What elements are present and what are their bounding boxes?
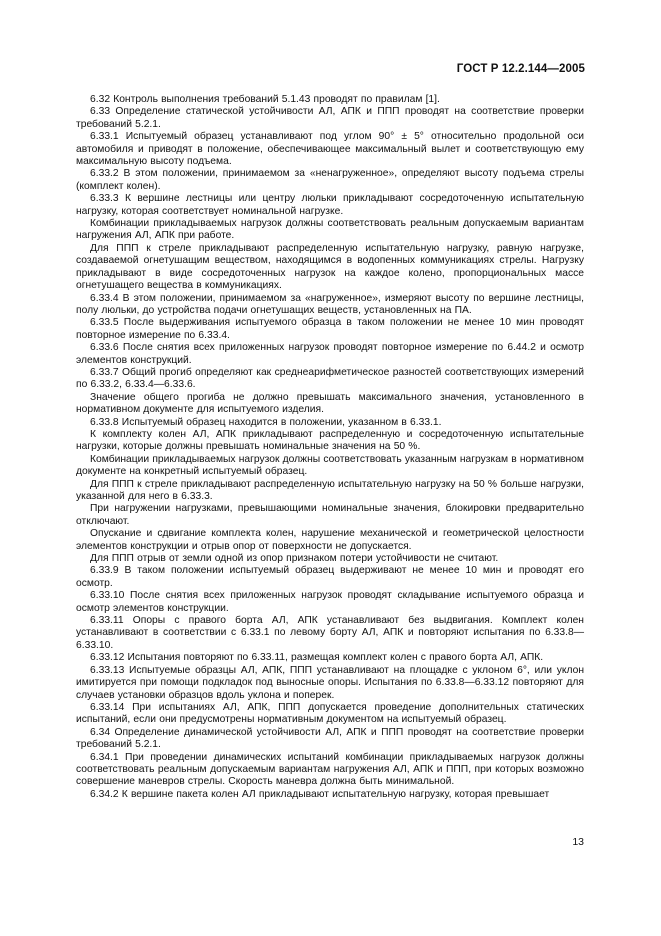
paragraph: Опускание и сдвигание комплекта колен, нарушение механической и геометрической целостности элементов конструкции и отрыв опор от поверхности не допускается.	[76, 528, 584, 552]
paragraph: 6.33.14 При испытаниях АЛ, АПК, ППП допускается проведение дополнительных статических испытаний, если они предусмотрены нормативным документом на испытуемый образец.	[76, 701, 584, 726]
paragraph: 6.33.5 После выдерживания испытуемого образца в таком положении не менее 10 мин проводят повторное измерение по 6.33.4.	[76, 317, 584, 341]
paragraph: 6.33.12 Испытания повторяют по 6.33.11, размещая комплект колен с правого борта АЛ, АПК.	[90, 652, 544, 664]
paragraph: Для ППП отрыв от земли одной из опор признаком потери устойчивости не считают.	[90, 553, 499, 565]
paragraph: Для ППП к стреле прикладывают распределенную испытательную нагрузку на 50 % больше нагрузки, указанной для него в 6.33.3.	[76, 478, 584, 502]
paragraph: Значение общего прогиба не должно превышать максимального значения, установленного в нормативном документе для испытуемого изделия.	[76, 391, 584, 416]
paragraph: 6.34 Определение динамической устойчивости АЛ, АПК и ППП проводят на соответствие проверки требований 5.2.1.	[76, 726, 584, 751]
paragraph: 6.33.10 После снятия всех приложенных нагрузок проводят складывание испытуемого образца и осмотр элементов конструкции.	[76, 590, 584, 614]
paragraph: 6.33.4 В этом положении, принимаемом за «нагруженное», измеряют высоту по вершине лестницы, полу люльки, до устройства подачи огнетушащих веществ, установленных на ПА.	[76, 292, 584, 316]
paragraph: При нагружении нагрузками, превышающими номинальные значения, блокировки предварительно отключают.	[76, 503, 584, 527]
paragraph: 6.33.3 К вершине лестницы или центру люльки прикладывают сосредоточенную испытательную нагрузку, которая соответствует номинальной нагрузке.	[76, 193, 584, 217]
paragraph: 6.33.2 В этом положении, принимаемом за «ненагруженное», определяют высоту подъема стрелы (комплект колен).	[76, 168, 584, 192]
paragraph: Для ППП к стреле прикладывают распределенную испытательную нагрузку, равную нагрузке, создаваемой огнетушащим веществом, находящимся в водопенных коммуникациях стрелы. Нагрузку прикладывают в виде сосредоточенных нагрузок на каждое колено, пропорциональных массе огнетушащего вещества в коммуникациях.	[76, 242, 584, 292]
paragraph: 6.33.6 После снятия всех приложенных нагрузок проводят повторное измерение по 6.44.2 и осмотр элементов конструкций.	[76, 342, 584, 366]
paragraph: 6.34.2 К вершине пакета колен АЛ прикладывают испытательную нагрузку, которая превышает	[90, 788, 550, 800]
paragraph: 6.33.9 В таком положении испытуемый образец выдерживают не менее 10 мин и проводят его осмотр.	[76, 565, 584, 589]
paragraph: 6.33.7 Общий прогиб определяют как среднеарифметическое разностей соответствующих измерений по 6.33.2, 6.33.4—6.33.6.	[76, 366, 584, 391]
paragraph: 6.33.1 Испытуемый образец устанавливают под углом 90° ± 5° относительно продольной оси автомобиля и приводят в положение, обеспечивающее максимальный вылет и соответствующую ему максимальную высоту подъема.	[76, 131, 584, 168]
paragraph: 6.33.11 Опоры с правого борта АЛ, АПК устанавливают без выдвигания. Комплект колен устанавливают в соответствии с 6.33.1 по левому борту АЛ, АПК и повторяют испытания по 6.33.8—6.33.10.	[76, 615, 584, 651]
paragraph: 6.32 Контроль выполнения требований 5.1.43 проводят по правилам [1].	[90, 94, 440, 105]
paragraph: 6.34.1 При проведении динамических испытаний комбинации прикладываемых нагрузок должны соответствовать реальным допускаемым вариантам нагружения АЛ, АПК и ППП, при которых возможно совершение маневров стрелы. Скорость маневра должна быть минимальной.	[76, 751, 584, 788]
paragraph: 6.33.8 Испытуемый образец находится в положении, указанном в 6.33.1.	[90, 416, 442, 428]
document-body	[76, 94, 584, 801]
paragraph: Комбинации прикладываемых нагрузок должны соответствовать реальным допускаемым вариантам нагружения АЛ, АПК при работе.	[76, 218, 584, 242]
paragraph: К комплекту колен АЛ, АПК прикладывают распределенную и сосредоточенную испытательные нагрузки, которые должны превышать номинальные значения на 50 %.	[76, 428, 584, 453]
paragraph: Комбинации прикладываемых нагрузок должны соответствовать указанным нагрузкам в нормативном документе на конкретный испытуемый образец.	[76, 453, 584, 478]
paragraph: 6.33 Определение статической устойчивости АЛ, АПК и ППП проводят на соответствие проверки требований 5.2.1.	[76, 106, 584, 130]
standard-header: ГОСТ Р 12.2.144—2005	[456, 63, 585, 75]
page-number: 13	[572, 836, 584, 848]
paragraph: 6.33.13 Испытуемые образцы АЛ, АПК, ППП устанавливают на площадке с уклоном 6°, или уклон имитируется при помощи подкладок под выносные опоры. Испытания по 6.33.8—6.33.12 повторяют для случаев установки образцов вдоль уклона и поперек.	[76, 664, 584, 701]
